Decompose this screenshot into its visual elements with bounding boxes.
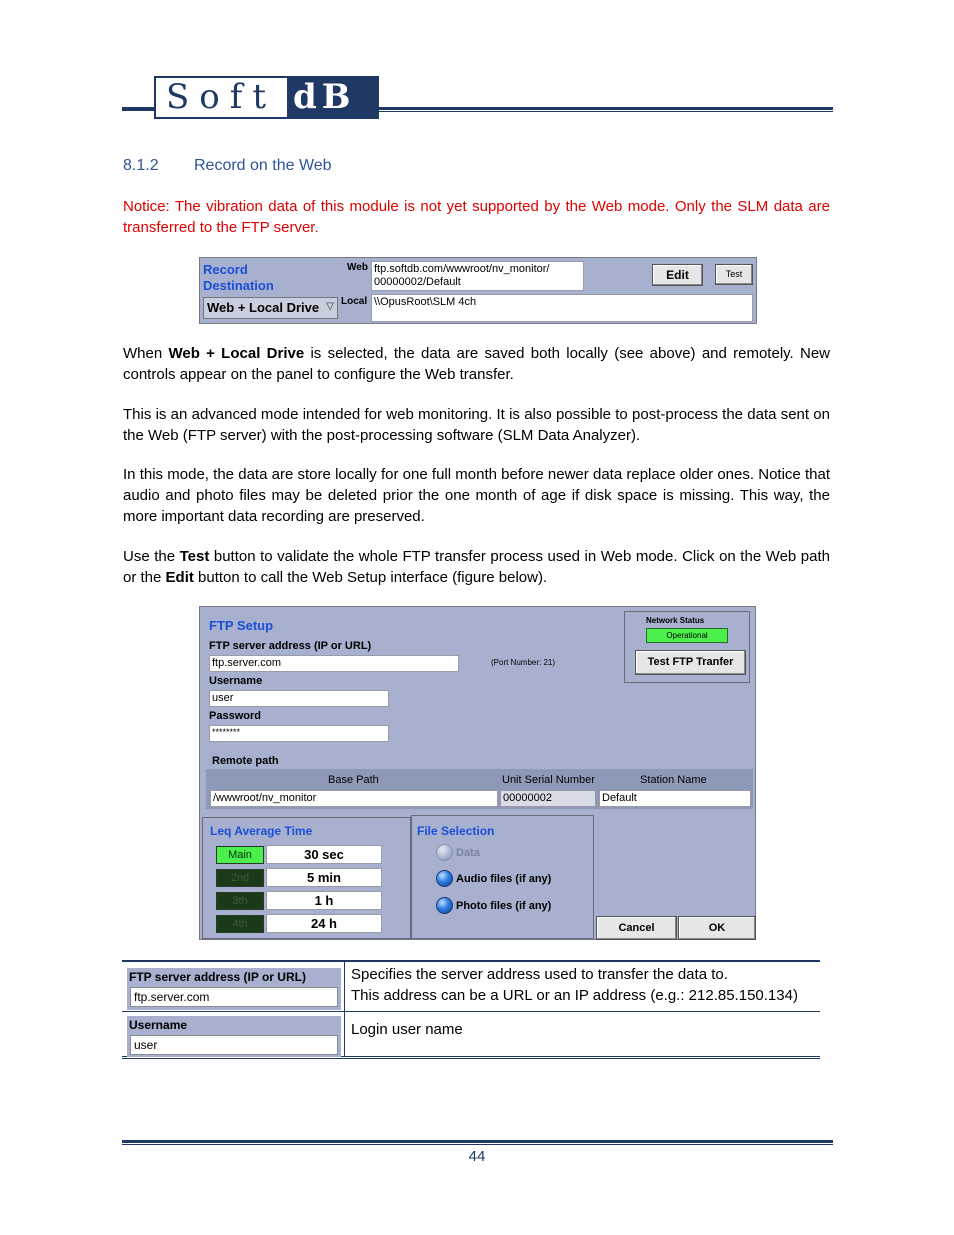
snippet-username-field: user bbox=[130, 1035, 338, 1055]
station-name-input[interactable]: Default bbox=[599, 790, 751, 807]
table-cell-image bbox=[122, 962, 345, 1011]
p4-text-a: Use the bbox=[123, 548, 180, 565]
leq-4th-value[interactable]: 24 h bbox=[266, 914, 382, 933]
table-cell-description: Login user name bbox=[351, 1021, 463, 1038]
base-path-label: Base Path bbox=[328, 774, 379, 786]
section-heading bbox=[123, 157, 332, 175]
softdb-logo bbox=[154, 76, 379, 119]
record-title-line1: Record bbox=[203, 262, 248, 277]
leq-main-value[interactable]: 30 sec bbox=[266, 845, 382, 864]
chevron-down-icon: ▽ bbox=[326, 301, 334, 312]
table-row bbox=[122, 1012, 820, 1059]
p4-bold-edit: Edit bbox=[165, 569, 194, 586]
paragraph-storage: In this mode, the data are store locally for one full month before newer data replace older ones. Notice that audio and photo files may be deleted prior the one month of age if disk space is missing. This way, the more important data recording are preserved. bbox=[123, 466, 830, 525]
serial-number-input: 00000002 bbox=[500, 790, 596, 807]
leq-2nd-value[interactable]: 5 min bbox=[266, 868, 382, 887]
table-cell-image bbox=[122, 1012, 345, 1056]
table-cell-description bbox=[345, 962, 820, 1011]
p1-text-a: When bbox=[123, 345, 169, 362]
table-row bbox=[122, 962, 820, 1012]
file-selection-panel bbox=[411, 815, 594, 939]
server-address-snippet bbox=[127, 968, 341, 1010]
file-selection-title: File Selection bbox=[417, 824, 495, 838]
leq-average-title: Leq Average Time bbox=[210, 824, 313, 838]
header-rule-right bbox=[379, 107, 833, 112]
row1-description-line2: This address can be a URL or an IP address (e.g.: 212.85.150.134) bbox=[351, 987, 798, 1004]
serial-number-label: Unit Serial Number bbox=[502, 774, 595, 786]
section-title: Record on the Web bbox=[194, 157, 332, 174]
logo-text-soft: Soft bbox=[156, 78, 287, 117]
edit-button[interactable]: Edit bbox=[652, 264, 703, 286]
cancel-button[interactable]: Cancel bbox=[596, 916, 677, 940]
base-path-input[interactable]: /wwwroot/nv_monitor bbox=[210, 790, 498, 807]
snippet-server-label: FTP server address (IP or URL) bbox=[129, 970, 306, 984]
username-snippet bbox=[127, 1016, 341, 1057]
web-path-field[interactable] bbox=[371, 261, 584, 291]
leq-main-button[interactable]: Main bbox=[216, 846, 264, 864]
row1-description-line1: Specifies the server address used to transfer the data to. bbox=[351, 966, 728, 983]
ftp-setup-window bbox=[199, 606, 756, 940]
paragraph-advanced-mode: This is an advanced mode intended for web monitoring. It is also possible to post-process the data sent on the Web (FTP server) with the post-processing software (SLM Data Analyzer). bbox=[123, 406, 830, 444]
notice-paragraph: Notice: The vibration data of this module is not yet supported by the Web mode. Only the SLM data are transferred to the FTP server. bbox=[123, 198, 830, 236]
photo-option-label: Photo files (if any) bbox=[456, 900, 552, 912]
destination-dropdown[interactable] bbox=[203, 297, 338, 319]
p4-text-e: button to call the Web Setup interface (figure below). bbox=[193, 569, 548, 586]
local-label: Local bbox=[341, 296, 368, 307]
leq-3th-value[interactable]: 1 h bbox=[266, 891, 382, 910]
remote-path-bar bbox=[206, 769, 753, 809]
leq-average-panel bbox=[202, 817, 411, 939]
audio-led-icon[interactable] bbox=[436, 870, 453, 887]
leq-4th-button[interactable]: 4th bbox=[216, 915, 264, 933]
paragraph-web-local bbox=[123, 343, 830, 385]
network-status-label: Network Status bbox=[646, 616, 705, 625]
leq-2nd-button[interactable]: 2nd bbox=[216, 869, 264, 887]
p1-bold-web-local: Web + Local Drive bbox=[168, 345, 305, 362]
header-rule-left bbox=[122, 107, 155, 111]
ok-button[interactable]: OK bbox=[678, 916, 756, 940]
parameter-table bbox=[122, 960, 820, 1059]
test-button[interactable]: Test bbox=[715, 264, 753, 285]
snippet-server-field: ftp.server.com bbox=[130, 987, 338, 1007]
server-address-label: FTP server address (IP or URL) bbox=[209, 640, 372, 652]
audio-option-label: Audio files (if any) bbox=[456, 873, 552, 885]
destination-dropdown-value: Web + Local Drive bbox=[207, 300, 320, 315]
password-label: Password bbox=[209, 710, 261, 722]
password-input[interactable]: ******** bbox=[209, 725, 389, 742]
ftp-setup-title: FTP Setup bbox=[209, 618, 274, 633]
photo-led-icon[interactable] bbox=[436, 897, 453, 914]
leq-3th-button[interactable]: 3th bbox=[216, 892, 264, 910]
local-path-field[interactable]: \\OpusRoot\SLM 4ch bbox=[371, 294, 753, 322]
test-ftp-transfer-button[interactable]: Test FTP Tranfer bbox=[635, 650, 746, 675]
username-label: Username bbox=[209, 675, 263, 687]
paragraph-test-button bbox=[123, 546, 830, 588]
data-option-label: Data bbox=[456, 847, 480, 859]
p4-bold-test: Test bbox=[179, 548, 210, 565]
username-input[interactable]: user bbox=[209, 690, 389, 707]
port-number-note: (Port Number: 21) bbox=[491, 658, 556, 667]
network-status-indicator: Operational bbox=[646, 628, 728, 643]
network-status-panel bbox=[624, 611, 750, 683]
station-name-label: Station Name bbox=[640, 774, 707, 786]
page-number: 44 bbox=[468, 1148, 486, 1165]
web-path-line1: ftp.softdb.com/wwwroot/nv_monitor/ bbox=[374, 263, 550, 275]
record-destination-panel bbox=[199, 257, 757, 324]
data-led-icon[interactable] bbox=[436, 844, 453, 861]
remote-path-label: Remote path bbox=[212, 755, 279, 767]
p4-text-c: button to validate the whole FTP transfer process used in Web mode. Click on the Web path or the bbox=[123, 548, 830, 586]
footer-rule bbox=[122, 1140, 833, 1145]
web-label: Web bbox=[347, 262, 368, 273]
p1-text-c: is selected, the data are saved both locally (see above) and remotely. New controls appear on the panel to configure the Web transfer. bbox=[123, 345, 830, 383]
record-title-line2: Destination bbox=[203, 278, 274, 293]
section-number: 8.1.2 bbox=[123, 157, 159, 174]
web-path-line2: 00000002/Default bbox=[374, 276, 461, 288]
snippet-username-label: Username bbox=[129, 1018, 188, 1032]
server-address-input[interactable]: ftp.server.com bbox=[209, 655, 459, 672]
logo-text-db: dB bbox=[287, 78, 377, 117]
